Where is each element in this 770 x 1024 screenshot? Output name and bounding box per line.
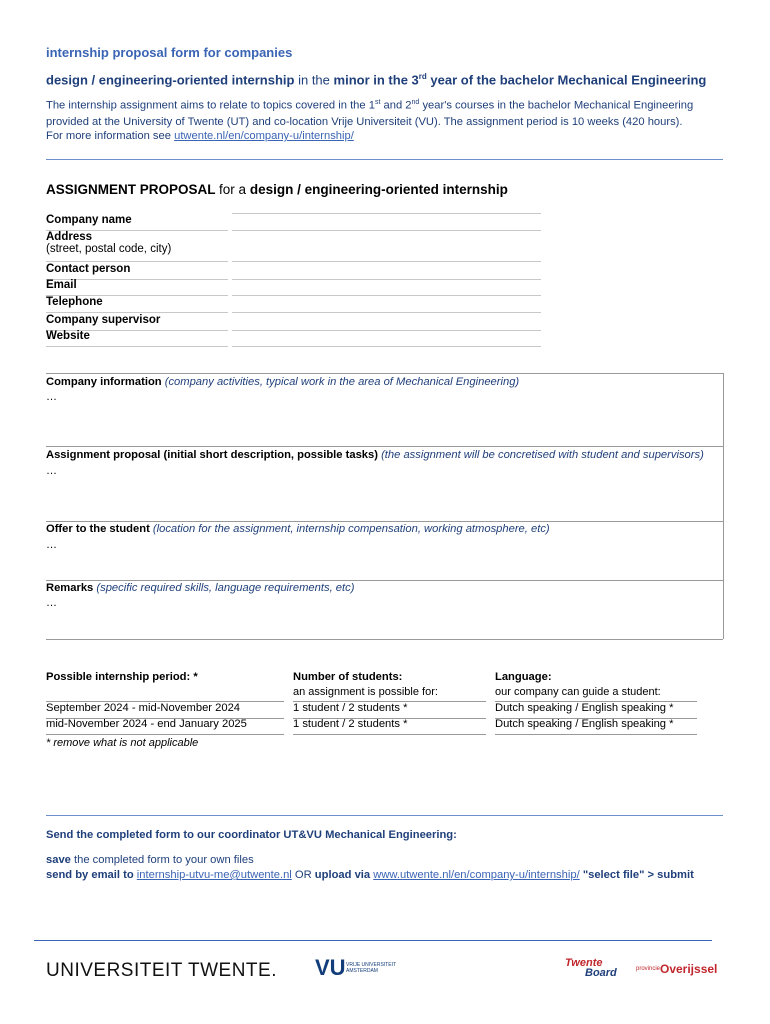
intro-sup-2: nd [411,99,420,106]
upload-label: upload via [314,869,371,881]
email-instruction-label: send by email to [46,869,134,881]
subtitle-connector: in the [298,72,330,88]
company-info-hint: (company activities, typical work in the area of Mechanical Engineering) [164,376,520,388]
university-twente-logo: UNIVERSITEIT TWENTE. [46,960,277,981]
address-label-hint: (street, postal code, city) [46,243,172,255]
send-title: Send the completed form to our coordinator UT&VU Mechanical Engineering: [46,829,457,841]
proposal-title-connector: for a [219,182,247,197]
save-instruction [46,854,254,866]
language-subheading: our company can guide a student: [495,686,661,698]
email-label: Email [46,279,228,296]
intro-sup-1: st [374,99,381,106]
intro-part-a: The internship assignment aims to relate to topics covered in the 1 [46,99,375,112]
remarks-hint: (specific required skills, language requirements, etc) [96,582,355,594]
subtitle-internship-type: design / engineering-oriented internship [46,72,295,88]
proposal-title [46,182,508,197]
remarks-section [46,580,723,640]
table-note: * remove what is not applicable [46,737,199,749]
vu-logo-subtext: VRIJE UNIVERSITEIT AMSTERDAM [346,962,396,974]
more-info [46,130,354,142]
language-row-1[interactable]: Dutch speaking / English speaking * [495,701,697,719]
address-field[interactable] [232,231,541,262]
period-row-2[interactable]: mid-November 2024 - end January 2025 [46,718,284,735]
students-row-2[interactable]: 1 student / 2 students * [293,718,486,735]
website-field[interactable] [232,330,541,347]
save-text: the completed form to your own files [74,854,254,866]
students-row-1[interactable]: 1 student / 2 students * [293,701,486,719]
intro-part-b: and 2 [383,99,412,112]
vu-logo: VU [315,955,346,980]
submit-instruction [46,869,694,881]
intro-part-c: year's courses in the bachelor Mechanical Engineering provided at the University of Twente (UT) and co-location Vrije Universiteit (VU). The assignment period is 10 weeks (420 hours). [46,99,694,128]
company-info-label: Company information [46,376,162,388]
company-supervisor-field[interactable] [232,314,541,331]
proposal-title-type: design / engineering-oriented internship [249,182,508,197]
more-info-text: For more information see [46,130,171,142]
select-file-text: "select file" > submit [582,869,694,881]
telephone-label: Telephone [46,296,228,313]
contact-person-label: Contact person [46,263,228,280]
offer-field[interactable]: … [46,539,57,551]
subtitle-bachelor: year of the bachelor Mechanical Engineering [430,72,707,88]
twente-text: Twente [565,957,603,969]
students-subheading: an assignment is possible for: [293,686,438,698]
telephone-field[interactable] [232,296,541,313]
address-label-text: Address [46,231,93,243]
assignment-label: Assignment proposal (initial short description, possible tasks) [46,449,378,461]
contact-person-field[interactable] [232,263,541,280]
save-label: save [46,854,71,866]
footer-divider [34,940,712,941]
offer-section [46,521,723,581]
form-subtitle [46,72,706,87]
assignment-section [46,446,723,522]
provincie-text: provincie [636,966,661,972]
proposal-title-main: ASSIGNMENT PROPOSAL [46,182,216,197]
email-field[interactable] [232,279,541,296]
twente-board-logo [565,958,617,978]
subtitle-minor: minor in the 3 [333,72,419,88]
remarks-field[interactable]: … [46,597,57,609]
assignment-hint: (the assignment will be concretised with student and supervisors) [381,449,704,461]
assignment-field[interactable]: … [46,465,57,477]
company-info-field[interactable]: … [46,391,57,403]
language-row-2[interactable]: Dutch speaking / English speaking * [495,718,697,735]
address-label [46,231,228,262]
internship-info-link[interactable]: utwente.nl/en/company-u/internship/ [174,130,354,142]
divider [46,159,723,160]
period-heading: Possible internship period: * [46,671,198,683]
students-heading: Number of students: [293,671,403,683]
remarks-label: Remarks [46,582,94,594]
upload-link[interactable]: www.utwente.nl/en/company-u/internship/ [373,869,580,881]
company-name-field[interactable] [232,214,541,231]
coordinator-email-link[interactable]: internship-utvu-me@utwente.nl [136,869,292,881]
form-title: internship proposal form for companies [46,45,293,60]
company-info-section [46,373,723,447]
intro-paragraph [46,95,726,130]
top-rule [232,199,541,214]
offer-hint: (location for the assignment, internship compensation, working atmosphere, etc) [152,523,550,535]
language-heading: Language: [495,671,552,683]
overijssel-logo: Overijssel [660,962,718,976]
company-supervisor-label: Company supervisor [46,314,228,331]
offer-label: Offer to the student [46,523,150,535]
company-name-label: Company name [46,214,228,231]
period-row-1[interactable]: September 2024 - mid-November 2024 [46,701,284,719]
or-text: OR [294,869,312,881]
board-text: Board [585,967,617,979]
subtitle-sup: rd [418,72,427,81]
send-divider [46,815,723,816]
website-label: Website [46,330,228,347]
